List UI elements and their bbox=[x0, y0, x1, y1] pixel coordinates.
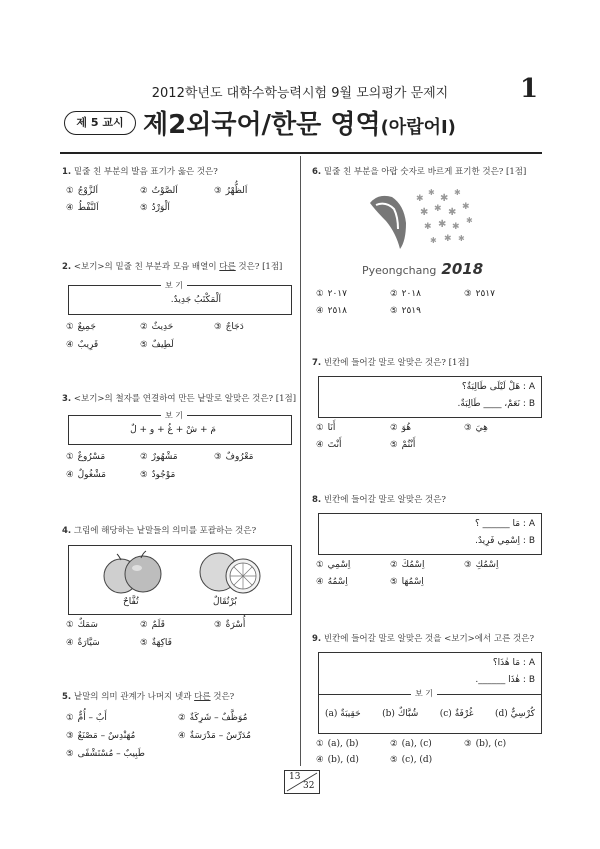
q6-number: 6. bbox=[312, 167, 322, 177]
option-text: أُسْرَةٌ bbox=[225, 620, 246, 630]
bogi-item-letter: (d) bbox=[495, 709, 508, 719]
svg-text:✱: ✱ bbox=[440, 193, 449, 204]
q7-option-3[interactable] bbox=[464, 423, 488, 433]
q2-option-3[interactable] bbox=[214, 322, 244, 332]
option-number: ① bbox=[66, 186, 74, 196]
svg-text:✱: ✱ bbox=[466, 216, 473, 225]
q7-text: 빈칸에 들어갈 말로 알맞은 것은? [1점] bbox=[323, 358, 469, 368]
svg-text:✱: ✱ bbox=[430, 236, 437, 245]
option-number: ③ bbox=[66, 731, 74, 741]
q9-text: 빈칸에 들어갈 말로 알맞은 것을 <보기>에서 고른 것은? bbox=[323, 634, 535, 644]
option-text: أَنَا bbox=[327, 423, 336, 433]
q9-bogi-items bbox=[325, 709, 535, 719]
q2-option-2[interactable] bbox=[140, 322, 173, 332]
option-text: مَعْرُوفٌ bbox=[225, 452, 254, 462]
option-text: ٢٥١٧ bbox=[475, 289, 495, 299]
option-number: ④ bbox=[66, 340, 74, 350]
option-text: ٢٥١٩ bbox=[401, 306, 421, 316]
q1-option-4[interactable] bbox=[66, 203, 99, 213]
option-number: ③ bbox=[464, 423, 472, 433]
option-number: ① bbox=[316, 739, 324, 749]
q9-option-1[interactable] bbox=[316, 739, 359, 749]
q5-option-5[interactable] bbox=[66, 749, 145, 759]
q8-dialog-b: B : اِسْمِي فَرِيدٌ. bbox=[475, 536, 535, 546]
q8-option-4[interactable] bbox=[316, 577, 348, 587]
bogi-tag: 보 기 bbox=[161, 280, 187, 291]
option-number: ④ bbox=[66, 203, 74, 213]
q8-text: 빈칸에 들어갈 말로 알맞은 것은? bbox=[323, 495, 446, 505]
page-number-box bbox=[284, 770, 320, 794]
option-text: لَطِيفٌ bbox=[151, 340, 174, 350]
bogi-item-word: غُرْفَةٌ bbox=[454, 709, 474, 719]
logo-mark bbox=[356, 183, 488, 263]
q9-option-5[interactable] bbox=[390, 755, 432, 765]
q6-option-5[interactable] bbox=[390, 306, 421, 316]
option-number: ⑤ bbox=[140, 638, 148, 648]
q8-dialog-box bbox=[318, 513, 542, 555]
svg-text:✱: ✱ bbox=[438, 219, 447, 230]
option-number: ⑤ bbox=[140, 340, 148, 350]
q7-dialog-a: A : هَلْ لَيْلَى طَالِبَةٌ؟ bbox=[461, 382, 535, 392]
svg-text:✱: ✱ bbox=[424, 222, 432, 232]
option-number: ④ bbox=[66, 470, 74, 480]
svg-text:✱: ✱ bbox=[452, 222, 460, 232]
q3-option-4[interactable] bbox=[66, 470, 106, 480]
option-text: قَلَمٌ bbox=[151, 620, 165, 630]
exam-title: 2012학년도 대학수학능력시험 9월 모의평가 문제지 bbox=[151, 86, 449, 101]
bogi-item-letter: (c) bbox=[439, 709, 452, 719]
page-current: 13 bbox=[289, 772, 301, 782]
q1-number: 1. bbox=[62, 167, 72, 177]
option-text: اِسْمُهَا bbox=[401, 577, 424, 587]
option-number: ① bbox=[66, 620, 74, 630]
pyeongchang-logo bbox=[356, 183, 488, 281]
svg-text:✱: ✱ bbox=[448, 207, 457, 218]
period-badge: 제 5 교시 bbox=[64, 111, 136, 135]
q2-text-underlined: 다른 bbox=[219, 262, 236, 272]
column-divider bbox=[300, 156, 301, 766]
orange-label: بُرْتُقَالٌ bbox=[213, 597, 237, 607]
option-number: ④ bbox=[316, 440, 324, 450]
option-text: مَشْهُورٌ bbox=[151, 452, 178, 462]
q5-option-2[interactable] bbox=[178, 713, 247, 723]
q4-option-3[interactable] bbox=[214, 620, 245, 630]
q4-option-2[interactable] bbox=[140, 620, 165, 630]
option-number: ② bbox=[178, 713, 186, 723]
q6-option-1[interactable] bbox=[316, 289, 347, 299]
svg-text:✱: ✱ bbox=[454, 188, 461, 197]
q9-stem bbox=[312, 634, 542, 645]
option-number: ⑤ bbox=[390, 440, 398, 450]
option-text: مُوَظَّفٌ – شَرِكَةٌ bbox=[189, 713, 248, 723]
q6-text: 밑줄 친 부분을 아랍 숫자로 바르게 표기한 것은? [1점] bbox=[323, 167, 527, 177]
q2-option-4[interactable] bbox=[66, 340, 98, 350]
svg-text:✱: ✱ bbox=[434, 204, 442, 214]
q4-number: 4. bbox=[62, 526, 72, 536]
svg-text:✱: ✱ bbox=[458, 234, 465, 243]
q5-option-1[interactable] bbox=[66, 713, 107, 723]
q3-bogi-box bbox=[68, 411, 292, 445]
option-text: (a), (b) bbox=[327, 739, 359, 749]
option-text: أَنْتُمْ bbox=[401, 440, 416, 450]
option-number: ② bbox=[390, 739, 398, 749]
q7-dialog-b: B : نَعَمْ، ____ طَالِبَةٌ. bbox=[457, 399, 535, 409]
option-number: ④ bbox=[316, 755, 324, 765]
option-number: ④ bbox=[178, 731, 186, 741]
option-number: ③ bbox=[214, 322, 222, 332]
q2-stem bbox=[62, 262, 298, 273]
q4-stem bbox=[62, 526, 298, 537]
q5-text-a: 낱말의 의미 관계가 나머지 넷과 bbox=[73, 692, 195, 702]
q3-text: <보기>의 철자를 연결하여 만든 낱말로 알맞은 것은? [1점] bbox=[73, 394, 297, 404]
option-text: طَبِيبٌ – مُسْتَشْفًى bbox=[77, 749, 145, 759]
subject-title bbox=[143, 104, 456, 141]
option-text: اَلظُّهْرُ bbox=[225, 186, 248, 196]
q1-option-3[interactable] bbox=[214, 186, 247, 196]
option-number: ② bbox=[140, 620, 148, 630]
q3-option-2[interactable] bbox=[140, 452, 178, 462]
apples-illustration bbox=[101, 550, 165, 596]
option-number: ① bbox=[66, 322, 74, 332]
q1-option-1[interactable] bbox=[66, 186, 98, 196]
option-number: ⑤ bbox=[390, 306, 398, 316]
q9-option-3[interactable] bbox=[464, 739, 506, 749]
option-text: هُوَ bbox=[401, 423, 412, 433]
option-text: مَسْرُوعٌ bbox=[77, 452, 106, 462]
page-total: 32 bbox=[303, 781, 315, 791]
bogi-item-letter: (a) bbox=[325, 709, 338, 719]
option-text: ٢٠١٨ bbox=[401, 289, 421, 299]
bogi-item-a bbox=[325, 709, 361, 719]
q5-option-4[interactable] bbox=[178, 731, 251, 741]
q5-stem bbox=[62, 692, 298, 703]
option-text: أَنْتَ bbox=[327, 440, 342, 450]
q4-picture-box bbox=[68, 545, 292, 615]
q7-option-5[interactable] bbox=[390, 440, 415, 450]
option-text: دَجَاجٌ bbox=[225, 322, 244, 332]
q8-dialog-a: A : مَا ______ ؟ bbox=[475, 519, 535, 529]
q2-option-1[interactable] bbox=[66, 322, 96, 332]
bogi-item-c bbox=[440, 709, 474, 719]
q9-number: 9. bbox=[312, 634, 322, 644]
option-number: ⑤ bbox=[140, 203, 148, 213]
option-number: ② bbox=[390, 560, 398, 570]
subject-sub: (아랍어Ⅰ) bbox=[380, 117, 456, 138]
option-text: مَوْجُودٌ bbox=[151, 470, 176, 480]
q2-bogi-box bbox=[68, 281, 292, 315]
svg-text:✱: ✱ bbox=[428, 188, 435, 197]
q2-option-5[interactable] bbox=[140, 340, 174, 350]
bogi-item-letter: (b) bbox=[382, 709, 395, 719]
option-text: اِسْمُكَ bbox=[401, 560, 425, 570]
option-text: ٢٠١٧ bbox=[327, 289, 347, 299]
option-number: ① bbox=[316, 423, 324, 433]
option-number: ③ bbox=[214, 620, 222, 630]
option-number: ② bbox=[140, 452, 148, 462]
option-number: ② bbox=[140, 322, 148, 332]
q8-stem bbox=[312, 495, 542, 506]
option-number: ② bbox=[390, 423, 398, 433]
option-number: ④ bbox=[316, 306, 324, 316]
option-text: (a), (c) bbox=[401, 739, 432, 749]
option-text: مُدَرِّسٌ – مَدْرَسَةٌ bbox=[189, 731, 251, 741]
q5-option-3[interactable] bbox=[66, 731, 135, 741]
option-text: اِسْمُهُ bbox=[327, 577, 348, 587]
option-text: قَرِيبٌ bbox=[77, 340, 99, 350]
logo-wordmark bbox=[362, 259, 483, 278]
option-text: سَيَّارَةٌ bbox=[77, 638, 100, 648]
option-number: ② bbox=[140, 186, 148, 196]
option-text: (c), (d) bbox=[401, 755, 433, 765]
q7-number: 7. bbox=[312, 358, 322, 368]
option-number: ⑤ bbox=[390, 577, 398, 587]
q2-text-b: 것은? [1점] bbox=[235, 262, 283, 272]
q8-number: 8. bbox=[312, 495, 322, 505]
option-number: ⑤ bbox=[66, 749, 74, 759]
option-number: ③ bbox=[464, 560, 472, 570]
q6-option-3[interactable] bbox=[464, 289, 495, 299]
q9-dialog-a: A : مَا هٰذَا؟ bbox=[492, 658, 535, 668]
q3-option-1[interactable] bbox=[66, 452, 105, 462]
option-number: ① bbox=[66, 452, 74, 462]
q9-option-2[interactable] bbox=[390, 739, 432, 749]
q8-option-3[interactable] bbox=[464, 560, 498, 570]
option-number: ⑤ bbox=[140, 470, 148, 480]
q1-option-5[interactable] bbox=[140, 203, 170, 213]
q4-text: 그림에 해당하는 낱말들의 의미를 포괄하는 것은? bbox=[73, 526, 257, 536]
option-text: (b), (d) bbox=[327, 755, 359, 765]
bogi-item-b bbox=[382, 709, 418, 719]
q8-option-5[interactable] bbox=[390, 577, 424, 587]
q7-dialog-box bbox=[318, 376, 542, 418]
q7-option-4[interactable] bbox=[316, 440, 341, 450]
option-text: جَمِيعٌ bbox=[77, 322, 96, 332]
option-number: ③ bbox=[464, 739, 472, 749]
q9-dialog-b: B : هٰذَا ______. bbox=[475, 675, 535, 685]
option-text: اَلصَّوْتُ bbox=[151, 186, 178, 196]
bogi-item-word: حَقِيبَةٌ bbox=[340, 709, 361, 719]
q4-option-1[interactable] bbox=[66, 620, 98, 630]
option-number: ③ bbox=[214, 452, 222, 462]
option-text: أَبٌ – أُمٌّ bbox=[77, 713, 107, 723]
bogi-tag: 보 기 bbox=[161, 410, 187, 421]
q2-text-a: <보기>의 밑줄 친 부분과 모음 배열이 bbox=[73, 262, 220, 272]
bogi-item-word: كُرْسِيٌّ bbox=[510, 709, 535, 719]
bogi-item-word: شُبَّاكٌ bbox=[397, 709, 419, 719]
option-text: حَدِيثٌ bbox=[151, 322, 174, 332]
logo-text: Pyeongchang bbox=[362, 264, 437, 277]
option-text: اَلزَّوْجُ bbox=[77, 186, 98, 196]
q5-text-b: 것은? bbox=[210, 692, 235, 702]
q8-option-1[interactable] bbox=[316, 560, 350, 570]
svg-text:✱: ✱ bbox=[416, 194, 424, 204]
apple-label: تُفَّاحٌ bbox=[123, 597, 139, 607]
q4-option-5[interactable] bbox=[140, 638, 172, 648]
svg-text:✱: ✱ bbox=[444, 234, 452, 244]
option-number: ① bbox=[316, 560, 324, 570]
svg-text:✱: ✱ bbox=[420, 207, 429, 218]
q3-stem bbox=[62, 394, 298, 405]
option-number: ④ bbox=[316, 577, 324, 587]
option-number: ④ bbox=[66, 638, 74, 648]
q7-option-1[interactable] bbox=[316, 423, 335, 433]
q3-bogi-text: مَ + شْ + غُ + و + لٌ bbox=[130, 425, 216, 435]
q6-option-2[interactable] bbox=[390, 289, 421, 299]
q6-stem bbox=[312, 167, 542, 178]
q1-option-2[interactable] bbox=[140, 186, 178, 196]
option-text: مُهَنْدِسٌ – مَصْنَعٌ bbox=[77, 731, 136, 741]
bogi-item-d bbox=[495, 709, 535, 719]
option-text: اِسْمِي bbox=[327, 560, 351, 570]
option-number: ③ bbox=[214, 186, 222, 196]
option-text: هِيَ bbox=[475, 423, 488, 433]
q2-bogi-text: اَلْمَكْتَبُ جَدِيدٌ. bbox=[170, 295, 221, 305]
bogi-tag: 보 기 bbox=[411, 688, 437, 699]
q7-option-2[interactable] bbox=[390, 423, 411, 433]
option-text: سَمَكٌ bbox=[77, 620, 98, 630]
option-number: ① bbox=[66, 713, 74, 723]
q6-option-4[interactable] bbox=[316, 306, 347, 316]
svg-text:✱: ✱ bbox=[462, 202, 470, 212]
q4-option-4[interactable] bbox=[66, 638, 100, 648]
option-number: ① bbox=[316, 289, 324, 299]
q8-option-2[interactable] bbox=[390, 560, 424, 570]
option-text: مَشْغُولٌ bbox=[77, 470, 107, 480]
q5-text-underlined: 다른 bbox=[194, 692, 211, 702]
option-text: اِسْمُكِ bbox=[475, 560, 499, 570]
q3-option-5[interactable] bbox=[140, 470, 175, 480]
option-number: ③ bbox=[464, 289, 472, 299]
q1-stem bbox=[62, 167, 292, 178]
q1-text: 밑줄 친 부분의 발음 표기가 옳은 것은? bbox=[73, 167, 218, 177]
option-text: اَلنَّفْطُ bbox=[77, 203, 99, 213]
q7-stem bbox=[312, 358, 542, 369]
option-text: اَلْوَرْدُ bbox=[151, 203, 170, 213]
q5-number: 5. bbox=[62, 692, 72, 702]
q2-number: 2. bbox=[62, 262, 72, 272]
option-number: ⑤ bbox=[390, 755, 398, 765]
q9-option-4[interactable] bbox=[316, 755, 359, 765]
q3-number: 3. bbox=[62, 394, 72, 404]
option-text: (b), (c) bbox=[475, 739, 507, 749]
q3-option-3[interactable] bbox=[214, 452, 253, 462]
oranges-illustration bbox=[197, 548, 263, 596]
subject-main: 제2외국어/한문 영역 bbox=[143, 110, 381, 140]
option-text: ٢٥١٨ bbox=[327, 306, 347, 316]
header-rule bbox=[60, 152, 542, 154]
page-mark: 1 bbox=[520, 74, 539, 104]
q9-dialog-box bbox=[318, 652, 542, 734]
option-number: ② bbox=[390, 289, 398, 299]
logo-year: 2018 bbox=[441, 260, 484, 278]
option-text: فَاكِهَةٌ bbox=[151, 638, 172, 648]
